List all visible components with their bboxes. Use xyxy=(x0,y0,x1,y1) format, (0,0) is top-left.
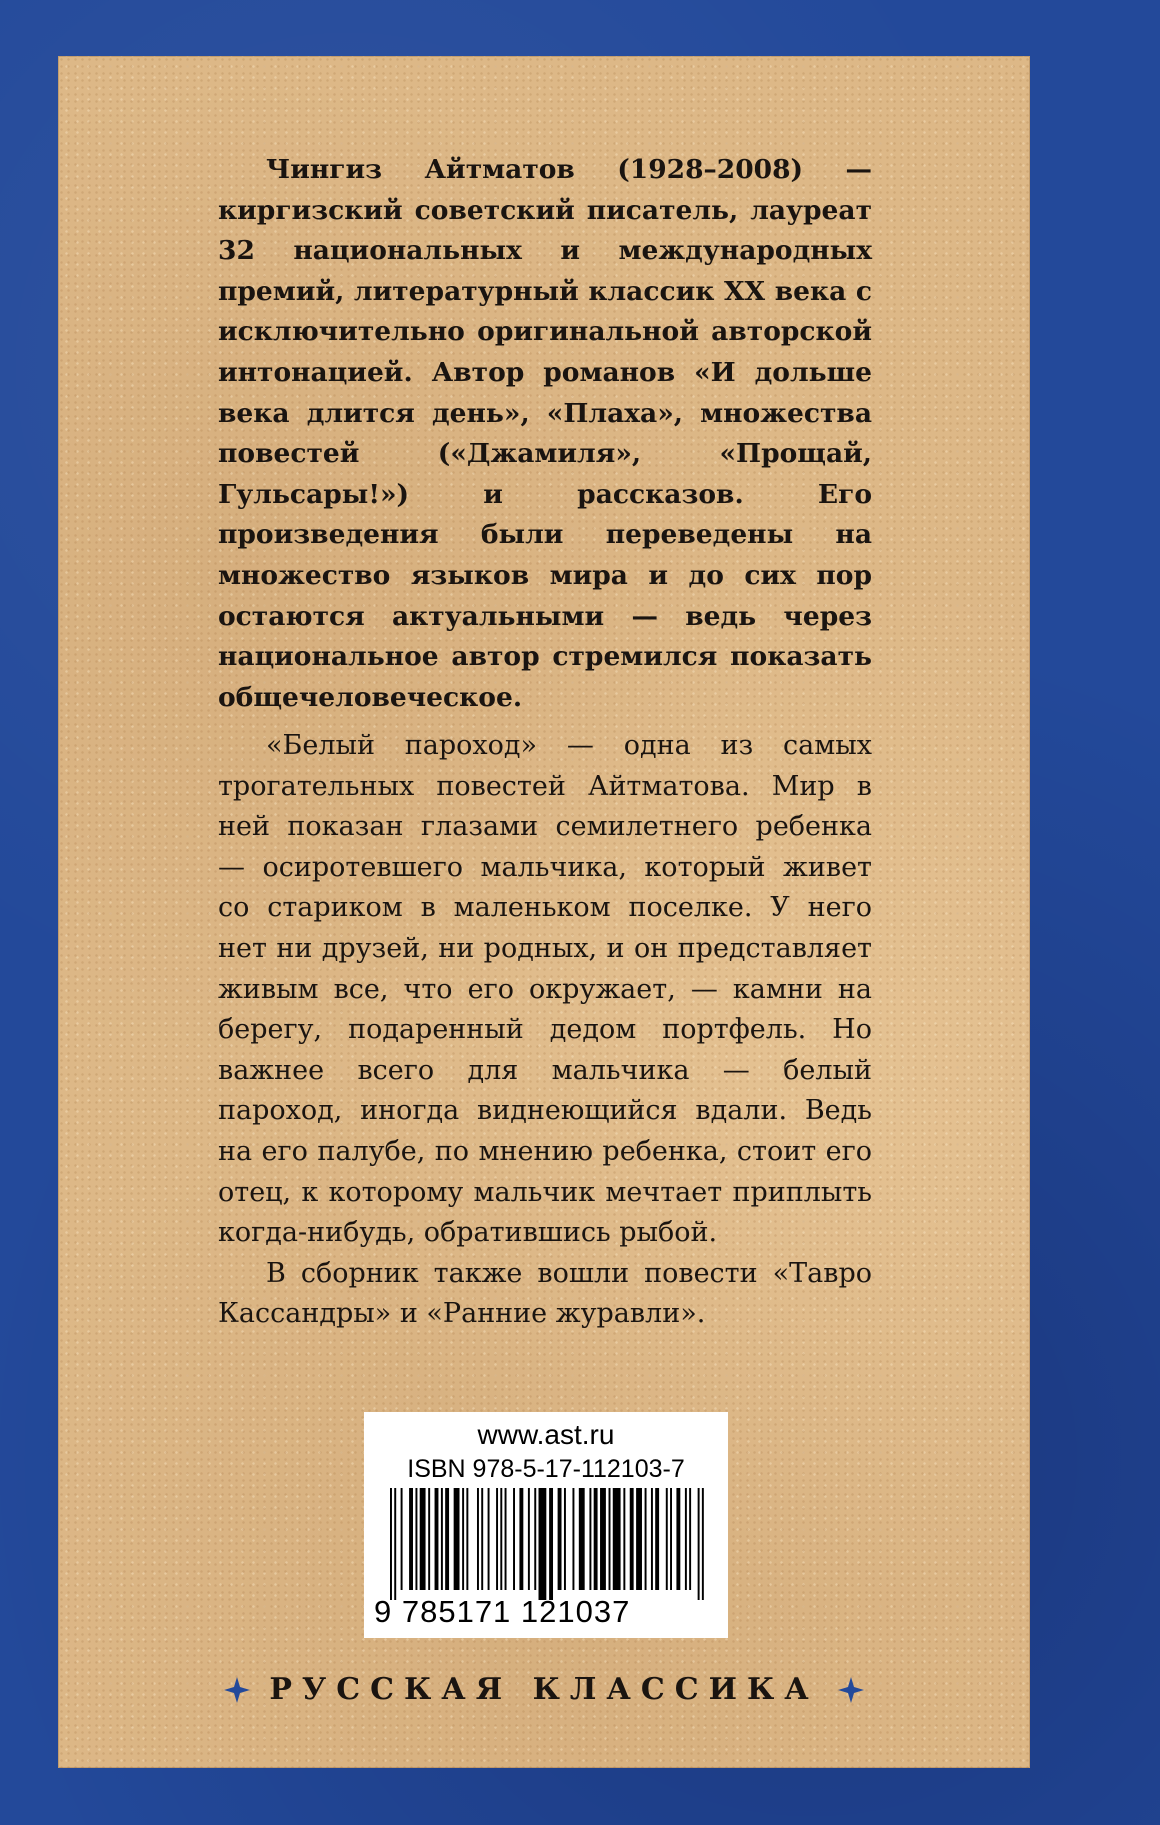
barcode-bar xyxy=(579,1488,585,1590)
barcode-bar xyxy=(594,1488,598,1590)
barcode-bar xyxy=(623,1488,625,1590)
barcode-bar xyxy=(685,1488,687,1590)
barcode-bar xyxy=(519,1488,523,1590)
barcode-bar xyxy=(572,1488,574,1590)
barcode-bar xyxy=(534,1488,536,1590)
barcode-bar xyxy=(441,1488,443,1590)
barcode-bar xyxy=(702,1488,704,1600)
author-bio: Чингиз Айтматов (1928–2008) — киргизский советский писатель, лауреат 32 национальных и международных премий, литературный классик XX века с исключительно оригинальной авторской интонацией. Автор романов «И дольше века длится день», «Плаха», множества повестей («Джамиля», «Прощай, Гульсары!») и рассказов. Его произведения были переведены на множество языков мира и до сих пор остаются актуальными — ведь через национальное автор стремился показать общечеловеческое. xyxy=(218,154,872,713)
barcode-bar xyxy=(670,1488,672,1590)
barcode-bar xyxy=(390,1488,392,1600)
barcode-bar xyxy=(698,1488,700,1600)
barcode-bar xyxy=(445,1488,449,1590)
description-paragraph-2: В сборник также вошли повести «Тавро Кассандры» и «Ранние журавли». xyxy=(218,1257,872,1330)
barcode-bar xyxy=(409,1488,413,1590)
four-point-star-icon xyxy=(224,1677,250,1703)
barcode-bar xyxy=(462,1488,464,1590)
barcode-number: 9 785171 121037 xyxy=(374,1594,631,1629)
book-description xyxy=(218,726,872,1335)
barcode-bar xyxy=(415,1488,417,1590)
barcode-bar xyxy=(466,1488,468,1590)
barcode-bar xyxy=(630,1488,634,1590)
barcode-bar xyxy=(564,1488,566,1590)
barcode-bar xyxy=(689,1488,691,1590)
barcode-icon xyxy=(390,1488,704,1600)
barcode-bar xyxy=(613,1488,621,1590)
barcode-bar xyxy=(539,1488,547,1600)
barcode-bar xyxy=(500,1488,502,1590)
barcode-bar xyxy=(549,1488,553,1600)
four-point-star-icon xyxy=(838,1677,864,1703)
barcode-bar xyxy=(666,1488,668,1590)
barcode-bar xyxy=(676,1488,680,1590)
barcode-bar xyxy=(636,1488,642,1590)
barcode-bar xyxy=(401,1488,403,1590)
barcode-bar xyxy=(558,1488,562,1590)
barcode-bar xyxy=(435,1488,439,1590)
barcode-bar xyxy=(528,1488,530,1590)
barcode-bar xyxy=(477,1488,479,1590)
description-paragraph-1: «Белый пароход» — одна из самых трогательных повестей Айтматова. Мир в ней показан глазами семилетнего ребенка — осиротевшего мальчика, который живет со стариком в маленьком поселке. У него нет ни друзей, ни родных, и он представляет живым все, что его окружает, — камни на берегу, подаренный дедом портфель. Но важнее всего для мальчика — белый пароход, иногда виднеющийся вдали. Ведь на его палубе, по мнению ребенка, стоит его отец, к которому мальчик мечтает приплыть когда-нибудь, обратившись рыбой. xyxy=(218,730,872,1249)
barcode-bar xyxy=(655,1488,659,1590)
barcode-bar xyxy=(651,1488,653,1590)
isbn-text: ISBN 978-5-17-112103-7 xyxy=(407,1455,685,1483)
barcode-bar xyxy=(488,1488,490,1590)
barcode-bar xyxy=(505,1488,507,1590)
barcode-bar xyxy=(428,1488,430,1590)
barcode-bar xyxy=(420,1488,426,1590)
barcode-bar xyxy=(454,1488,460,1590)
series-footer xyxy=(0,1672,1088,1707)
barcode-bar xyxy=(394,1488,396,1600)
barcode-bar xyxy=(496,1488,498,1590)
publisher-url: www.ast.ru xyxy=(477,1419,615,1450)
barcode-bar xyxy=(600,1488,606,1590)
barcode-bar xyxy=(481,1488,483,1590)
barcode-box xyxy=(364,1412,728,1638)
barcode-bar xyxy=(645,1488,647,1590)
barcode-bar xyxy=(513,1488,515,1590)
series-label: РУССКАЯ КЛАССИКА xyxy=(269,1672,819,1707)
barcode-bar xyxy=(589,1488,591,1590)
barcode-bar xyxy=(609,1488,611,1590)
